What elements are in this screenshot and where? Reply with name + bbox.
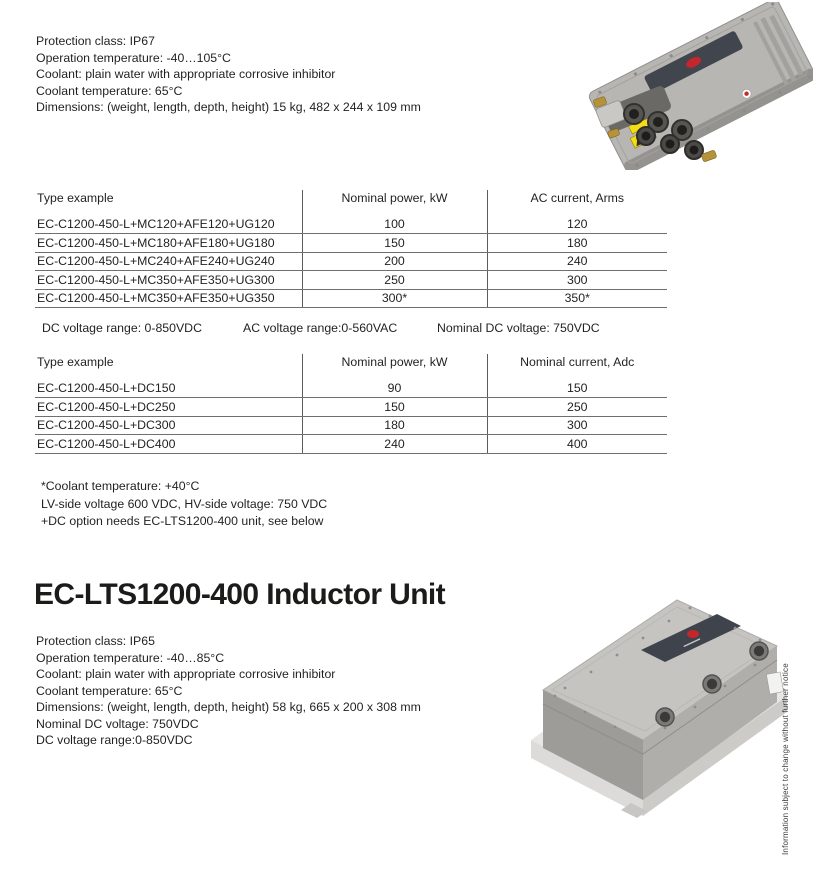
spec-line: Coolant temperature: 65°C [36,683,183,698]
cell-power: 300* [302,289,487,308]
connector-port-icon [702,675,721,693]
cell-power: 150 [302,398,487,417]
converter-unit-photo [588,2,813,170]
cell-type: EC-C1200-450-L+MC240+AFE240+UG240 [35,252,302,271]
converter-specs [36,33,421,116]
column-header-nominal-power: Nominal power, kW [302,190,487,215]
column-header-ac-current: AC current, Arms [530,191,625,205]
dc-ratings-table [35,354,667,454]
disclaimer-vertical-text: Information subject to change without further notice [781,663,790,855]
spec-line: Operation temperature: -40…105°C [36,50,231,65]
cell-power: 90 [302,379,487,398]
table-row [35,416,667,435]
cell-power: 200 [302,252,487,271]
brand-logo-icon [687,630,699,638]
table-row [35,215,667,234]
cell-current: 300 [487,416,667,435]
table-row [35,252,667,271]
cell-power: 250 [302,271,487,290]
spec-line: Coolant temperature: 65°C [36,83,183,98]
cell-current: 180 [487,234,667,253]
section-title: EC-LTS1200-400 Inductor Unit [34,578,446,611]
cell-type: EC-C1200-450-L+DC250 [35,398,302,417]
table-row [35,435,667,454]
dc-voltage-range: DC voltage range: 0-850VDC [42,321,202,335]
inductor-specs [36,633,421,749]
ac-ratings-table [35,190,667,308]
cell-current: 250 [487,398,667,417]
inductor-unit-photo [525,588,795,823]
table-row [35,379,667,398]
spec-line: Coolant: plain water with appropriate corrosive inhibitor [36,67,336,81]
cell-current: 150 [487,379,667,398]
cell-current: 350* [487,289,667,308]
cell-power: 180 [302,416,487,435]
spec-line: Protection class: IP67 [36,34,155,48]
cell-type: EC-C1200-450-L+DC300 [35,416,302,435]
spec-line: Nominal DC voltage: 750VDC [36,716,199,731]
spec-line: Dimensions: (weight, length, depth, height) 15 kg, 482 x 244 x 109 mm [36,100,421,114]
ac-voltage-range: AC voltage range:0-560VAC [243,321,398,335]
connector-port-icon [749,642,768,660]
table-row [35,289,667,308]
table-row [35,398,667,417]
spec-line: Protection class: IP65 [36,634,155,648]
table-row [35,234,667,253]
cell-power: 240 [302,435,487,454]
footnote-line: LV-side voltage 600 VDC, HV-side voltage: 750 VDC [41,496,328,511]
voltage-summary-row [35,321,675,337]
spec-line: DC voltage range:0-850VDC [36,733,193,747]
cell-power: 150 [302,234,487,253]
cell-type: EC-C1200-450-L+DC150 [35,379,302,398]
column-header-nominal-power: Nominal power, kW [302,354,487,379]
spec-line: Operation temperature: -40…85°C [36,650,225,665]
nominal-dc-voltage: Nominal DC voltage: 750VDC [437,321,600,335]
footnote-line: *Coolant temperature: +40°C [41,479,200,493]
column-header-type-example: Type example [35,354,302,379]
footnote-line: +DC option needs EC-LTS1200-400 unit, see below [41,514,324,528]
spec-line: Coolant: plain water with appropriate corrosive inhibitor [36,667,336,681]
cell-current: 120 [487,215,667,234]
footnotes [41,478,327,531]
column-header-type-example: Type example [35,190,302,215]
cell-current: 300 [487,271,667,290]
cell-type: EC-C1200-450-L+MC180+AFE180+UG180 [35,234,302,253]
cell-current: 400 [487,435,667,454]
table-row [35,271,667,290]
spec-line: Dimensions: (weight, length, depth, height) 58 kg, 665 x 200 x 308 mm [36,700,421,714]
cell-type: EC-C1200-450-L+MC350+AFE350+UG350 [35,289,302,308]
cell-type: EC-C1200-450-L+MC120+AFE120+UG120 [35,215,302,234]
cell-current: 240 [487,252,667,271]
table-header-row [35,354,667,379]
cell-type: EC-C1200-450-L+DC400 [35,435,302,454]
table-header-row [35,190,667,215]
cell-power: 100 [302,215,487,234]
column-header-nominal-current: Nominal current, Adc [520,355,635,369]
cell-type: EC-C1200-450-L+MC350+AFE350+UG300 [35,271,302,290]
